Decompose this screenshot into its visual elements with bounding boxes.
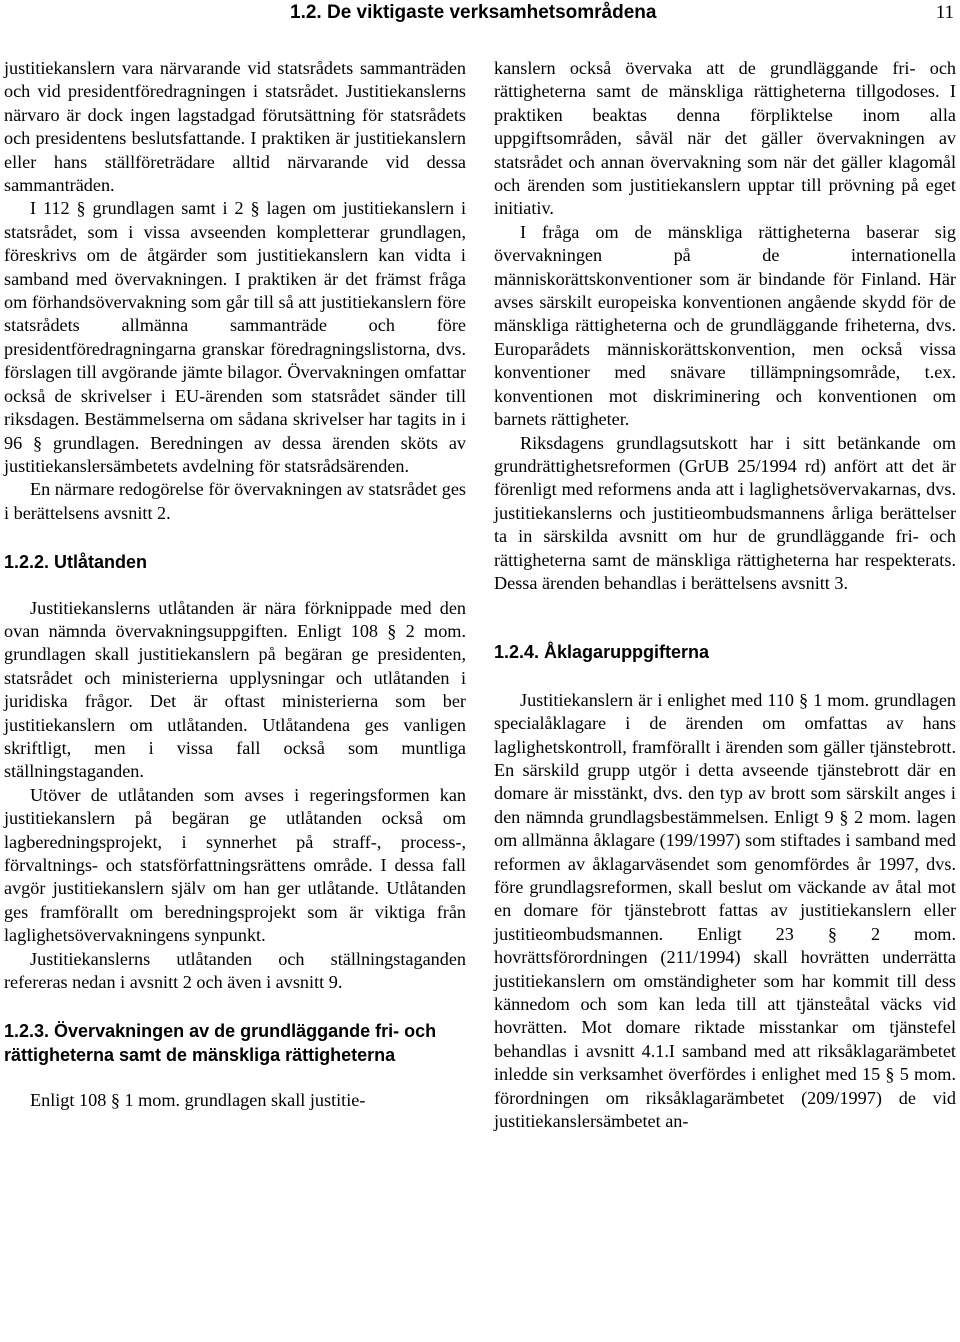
paragraph: Enligt 108 § 1 mom. grundlagen skall justitie- [30, 1090, 366, 1111]
page-header [0, 0, 960, 30]
left-column [4, 57, 466, 1113]
paragraph: I 112 § grundlagen samt i 2 § lagen om justitiekanslern i statsrådet, som i vissa avseenden kompletterar grundlagen, föreskrivs om de åtgärder som justitiekanslern kan vidta i samband med övervakningen. I praktiken är det främst fråga om förhandsövervakning som går till så att justitiekanslern före statsrådets allmänna sammanträde och före presidentföredragningarna granskar föredragningslistorna, dvs. förslagen till avgörande jämte bilagor. Övervakningen omfattar också de skrivelser i EU-ärenden som statsrådet sänder till riksdagen. Bestämmelserna om sådana skrivelser har tagits in i 96 § grundlagen. Beredningen av dessa ärenden sköts av justitiekanslersämbetets avdelning för statsrådsärenden. [4, 198, 466, 476]
paragraph: Justitiekanslerns utlåtanden och ställningstaganden refereras nedan i avsnitt 2 och även i avsnitt 9. [4, 948, 466, 993]
section-heading: 1.2.4. Åklagaruppgifterna [494, 642, 710, 663]
section-heading: 1.2.2. Utlåtanden [4, 552, 148, 573]
paragraph: I fråga om de mänskliga rättigheterna baserar sig övervakningen på de internationella människorättskonventioner som är bindande för Finland. Här avses särskilt europeiska konventionen angående skydd för de mänskliga rättigheterna och de grundläggande friheterna, dvs. Europarådets människorättskonvention, men också vissa konventioner med snävare tillämpningsområde, t.ex. konventionen mot diskriminering och konventionen om barnets rättigheter. [494, 221, 956, 430]
paragraph: Utöver de utlåtanden som avses i regeringsformen kan justitiekanslern på begäran ge utlåtanden också om lagberedningsprojekt, i synnerhet på straff-, process-, förvaltnings- och statsförfattningsrättens område. I dessa fall avgör justitiekanslern själv om han ger utlåtande. Utlåtanden ges framförallt om beredningsprojekt som är viktiga från laglighetsövervakningens synpunkt. [4, 784, 466, 946]
paragraph: Justitiekanslerns utlåtanden är nära förknippade med den ovan nämnda övervakningsuppgiften. Enligt 108 § 2 mom. grundlagen skall justitiekanslern på begäran ge presidenten, statsrådet och ministerierna upplysningar och utlåtanden i juridiska frågor. Det är oftast ministerierna som ber justitiekanslern om utlåtanden. Utlåtandena ges vanligen skriftligt, men i vissa fall också som muntliga ställningstaganden. [4, 597, 466, 782]
running-head: 1.2. De viktigaste verksamhetsområdena [290, 2, 657, 23]
paragraph: justitiekanslern vara närvarande vid statsrådets sammanträden och vid presidentföredragningen i statsrådet. Justitiekanslerns närvaro är dock ingen lagstadgad förutsättning för statsrådets och presidentens beslutsfattande. I praktiken är justitiekanslern eller hans ställföreträdare alltid närvarande vid dessa sammanträden. [4, 58, 466, 196]
page-number: 11 [935, 2, 954, 23]
paragraph: En närmare redogörelse för övervakningen av statsrådet ges i berättelsens avsnitt 2. [4, 479, 466, 523]
section-heading: 1.2.3. Övervakningen av de grundläggande fri- och rättigheterna samt de mänskliga rättigheterna [4, 1021, 437, 1065]
paragraph: Justitiekanslern är i enlighet med 110 § 1 mom. grundlagen specialåklagare i de ärenden om omfattas av hans laglighetskontroll, framförallt i ärenden som gäller tjänstebrott. En särskild grupp utgör i detta avseende tjänstebrott där en domare är misstänkt, dvs. den typ av brott som särskilt anges i den nämnda grundlagsbestämmelsen. Enligt 9 § 2 mom. lagen om allmänna åklagare (199/1997) som stiftades i samband med reformen av åklagarväsendet som genomfördes år 1997, dvs. före grundlagsreformen, skall beslut om väckande av åtal mot en domare för tjänstebrott fattas av justitiekanslern eller justitieombudsmannen. Enligt 23 § 2 mom. hovrättsförordningen (211/1994) skall hovrätten underrätta justitiekanslern om omständigheter som har kommit till dess kännedom och som kan leda till att tjänsteåtal väcks vid hovrätten. Mot domare riktade misstankar om tjänstefel behandlas i avsnitt 4.1.I samband med att riksåklagarämbetet inledde sin verksamhet överfördes i enlighet med 15 § 5 mom. förordningen om riksåklagarämbetet (209/1997) de vid justitiekanslersämbetet an- [494, 689, 956, 1132]
right-column [494, 57, 956, 1133]
paragraph: Riksdagens grundlagsutskott har i sitt betänkande om grundrättighetsreformen (GrUB 25/1994 rd) anfört att det är förenligt med reformens anda att i laglighetsövervakarnas, dvs. justitiekanslerns och justitieombudsmannens årliga berättelser ta in särskilda avsnitt om hur de grundläggande fri- och rättigheterna samt de mänskliga rättigheterna har respekterats. Dessa ärenden behandlas i berättelsens avsnitt 3. [494, 432, 956, 593]
paragraph: kanslern också övervaka att de grundläggande fri- och rättigheterna samt de mänskliga rättigheterna tillgodoses. I praktiken beaktas denna förpliktelse inom alla uppgiftsområden, såväl när det gäller övervakningen av statsrådet och annan övervakning som när det gäller klagomål och ärenden som justitiekanslern upptar till prövning på eget initiativ. [494, 58, 956, 219]
